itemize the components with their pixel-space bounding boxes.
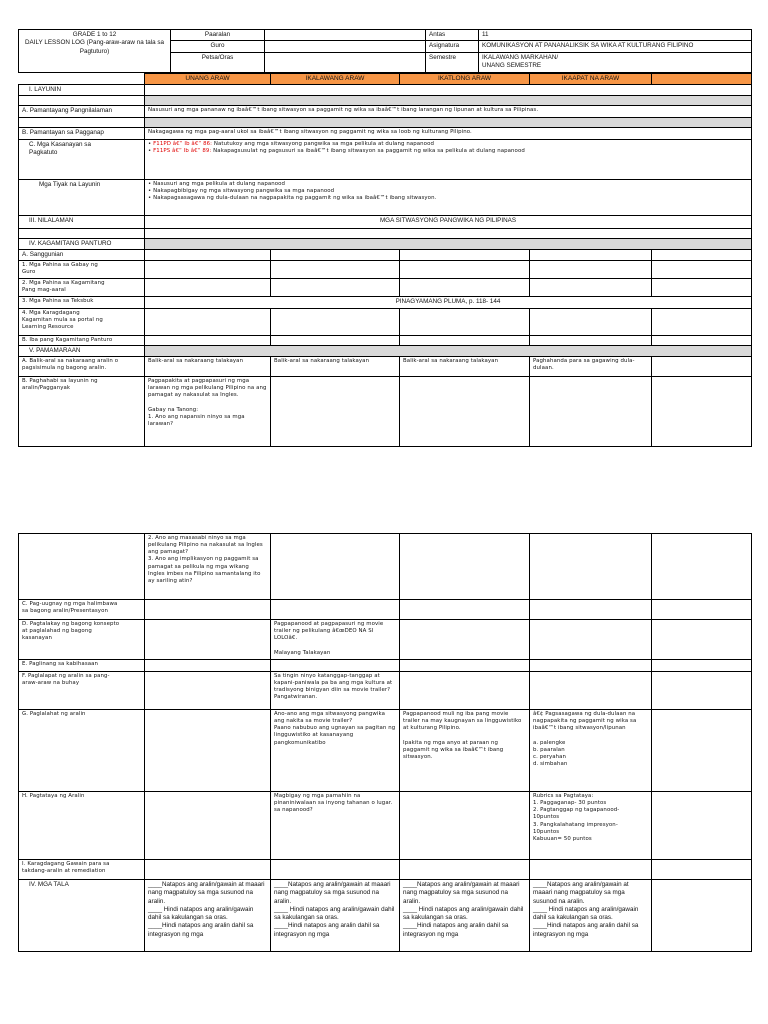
- label-paghahabi: B. Paghahabi sa layunin ng aralin/Pagganyak: [19, 377, 145, 447]
- sanggunian-item: 4. Mga Karagdagang Kagamitan mula sa portal ng Learning Resource: [19, 308, 145, 335]
- tiyak-item: • Nakapagbibigay ng mga sitwasyong pangwika sa mga napanood: [148, 187, 335, 194]
- label-pagganap: B. Pamantayan sa Pagganap: [19, 128, 145, 139]
- pangnilalaman-text: Nasusuri ang mga pananaw ng ibaâ€™t ibang sitwasyon sa paggamit ng wika sa ibaâ€™t ibang larangan ng lipunan at kultura sa Pilipinas.: [145, 106, 752, 118]
- row-cell: Magbigay ng mga pamahiin na pinaniniwalaan sa inyong tahanan o lugar. sa napanood?: [271, 792, 400, 860]
- field-value: [265, 30, 426, 41]
- row-label: C. Pag-uugnay ng mga halimbawa sa bagong aralin/Presentasyon: [19, 600, 145, 620]
- teksbuk-text: PINAGYAMANG PLUMA, p. 118- 144: [145, 297, 752, 308]
- balik-cell: Balik-aral sa nakaraang talakayan: [271, 357, 400, 377]
- field-label: Paaralan: [171, 30, 265, 41]
- nilalaman-text: MGA SITWASYONG PANGWIKA NG PILIPINAS: [145, 215, 752, 228]
- label-balik-aral: A. Balik-aral sa nakaraang aralin o pagsisimula ng bagong aralin.: [19, 357, 145, 377]
- field-value: IKALAWANG MARKAHAN/ UNANG SEMESTRE: [479, 52, 752, 72]
- tiyak-item: • Nasusuri ang mga pelikula at dulang napanood: [148, 180, 286, 187]
- label-kagamitan: IV. KAGAMITANG PANTURO: [19, 238, 145, 249]
- row-cell: Pagpapanood muli ng iba pang movie trailer na may kaugnayan sa lingguwistiko at kulturang Pilipino. Ipakita ng mga anyo at paraan ng paggamit ng wika sa ibaâ€™t ibang sitwasyon.: [400, 710, 530, 792]
- day-header: UNANG ARAW: [145, 73, 271, 85]
- row-cell: Ano-ano ang mga sitwasyong pangwika ang nakita sa movie trailer? Paano nabubuo ang ugnayan sa pagitan ng lingguwistiko at kasanayang pangkomunikatibo: [271, 710, 400, 792]
- row-cell: Pagpapanood at pagpapasuri ng movie trailer ng pelikulang â€œDEO NA SI LOLOâ€. Malayang Talakayan: [271, 620, 400, 660]
- day-header: IKAAPAT NA ARAW: [530, 73, 652, 85]
- field-value: 11: [479, 30, 752, 41]
- competency-code: F11PD â€“ Ib â€“ 86:: [153, 140, 213, 147]
- tala-cell: ____Natapos ang aralin/gawain at maaari nang magpatuloy sa mga susunod na aralin. ____ Hindi natapos ang aralin/gawain dahil sa kakulangan sa oras. ____Hindi natapos ang aralin dahil sa integrasyon ng mga: [400, 880, 530, 952]
- field-value: [265, 41, 426, 52]
- lesson-log-page-1: [18, 29, 751, 447]
- lesson-table: [18, 73, 752, 447]
- tala-cell: ____Natapos ang aralin/gawain at maaari nang magpatuloy sa mga susunod na aralin. ____ Hindi natapos ang aralin/gawain dahil sa kakulangan sa oras. ____Hindi natapos ang aralin dahil sa integrasyon ng mga: [145, 880, 271, 952]
- row-cell: â€¢ Pagsasagawa ng dula-dulaan na nagpapakita ng paggamit ng wika sa ibaâ€™t ibang sitwasyon/lipunan a. palengke b. paaralan c. peryahan d. simbahan: [530, 710, 652, 792]
- sanggunian-item: 1. Mga Pahina sa Gabay ng Guro: [19, 261, 145, 279]
- sanggunian-item: 2. Mga Pahina sa Kagamitang Pang mag-aaral: [19, 279, 145, 297]
- field-label: Antas: [426, 30, 479, 41]
- header-title-cell: [19, 30, 171, 73]
- tala-cell: ____Natapos ang aralin/gawain at maaari nang magpatuloy sa mga susunod na aralin. ____ Hindi natapos ang aralin/gawain dahil sa kakulangan sa oras. ____Hindi natapos ang aralin dahil sa integrasyon ng mga: [530, 880, 652, 952]
- field-label: Asignatura: [426, 41, 479, 52]
- row-cell: Rubrics sa Pagtataya: 1. Paggaganap- 30 puntos 2. Pagtanggap ng tagapanood- 10puntos 3. Pangkalahatang impresyon- 10puntos Kabuuan= 50 puntos: [530, 792, 652, 860]
- day-header: IKATLONG ARAW: [400, 73, 530, 85]
- label-sanggunian: A. Sanggunian: [19, 250, 145, 261]
- day-header: IKALAWANG ARAW: [271, 73, 400, 85]
- tala-cell: ____Natapos ang aralin/gawain at maaari nang magpatuloy sa mga susunod na aralin. ____ Hindi natapos ang aralin/gawain dahil sa kakulangan sa oras. ____Hindi natapos ang aralin dahil sa integrasyon ng mga: [271, 880, 400, 952]
- row-label: E. Paglinang sa kabihasaan: [19, 660, 145, 672]
- section-layunin: I. LAYUNIN: [19, 85, 145, 96]
- continued-day1: 2. Ano ang masasabi ninyo sa mga pelikulang Pilipino na nakasulat sa Ingles ang pamagat? 3. Ano ang implikasyon ng paggamit sa pamagat sa pelikula ng mga wikang Ingles imbes na Filipino samantalang ito ay sariling atin?: [145, 534, 271, 600]
- field-value: KOMUNIKASYON AT PANANALIKSIK SA WIKA AT KULTURANG FILIPINO: [479, 41, 752, 52]
- paghahabi-day1: Pagpapakita at pagpapasuri ng mga larawan ng mga pelikulang Pilipino na ang pamagat ay nakasulat sa Ingles. Gabay na Tanong: 1. Ano ang napansin ninyo sa mga larawan?: [145, 377, 271, 447]
- label-nilalaman: III. NILALAMAN: [19, 215, 145, 228]
- field-label: Semestre: [426, 52, 479, 72]
- label-pamamaraan: V. PAMAMARAAN: [19, 345, 145, 356]
- lesson-log-page-2: [18, 533, 751, 952]
- sanggunian-item: 3. Mga Pahina sa Teksbuk: [19, 297, 145, 308]
- lesson-table-continued: [18, 533, 752, 952]
- row-label: I. Karagdagang Gawain para sa takdang-aralin at remediation: [19, 860, 145, 880]
- log-title: DAILY LESSON LOG (Pang-araw-araw na tala sa Pagtuturo): [24, 39, 165, 55]
- row-label: F. Paglalapat ng aralin sa pang- araw-araw na buhay: [19, 672, 145, 710]
- label-mga-tala: IV. MGA TALA: [19, 880, 145, 952]
- row-label: H. Pagtataya ng Aralin: [19, 792, 145, 860]
- label-kasanayan: C. Mga Kasanayan sa Pagkatuto: [19, 139, 145, 179]
- balik-cell: Balik-aral sa nakaraang talakayan: [400, 357, 530, 377]
- grade-label: GRADE 1 to 12: [72, 31, 117, 38]
- balik-cell: Paghahanda para sa gagawing dula- dulaan.: [530, 357, 652, 377]
- field-value: [265, 52, 426, 72]
- row-cell: Sa tingin ninyo katanggap-tanggap at kapani-paniwala pa ba ang mga kultura at tradisyong binigyan diin sa movie trailer? Pangatwiranan.: [271, 672, 400, 710]
- label-iba-pang: B. Iba pang Kagamitang Panturo: [19, 335, 145, 345]
- pagganap-text: Nakagagawa ng mga pag-aaral ukol sa ibaâ€™t ibang sitwasyon ng paggamit ng wika sa loob ng kulturang Pilipino.: [145, 128, 752, 139]
- row-label: G. Paglalahat ng aralin: [19, 710, 145, 792]
- field-label: Guro: [171, 41, 265, 52]
- competency-code: F11PS â€“ Ib â€“ 89:: [153, 147, 212, 154]
- label-pangnilalaman: A. Pamantayang Pangnilalaman: [19, 106, 145, 118]
- kasanayan-item: • F11PD â€“ Ib â€“ 86: Natutukoy ang mga sitwasyong pangwika sa mga pelikula at dulang napanood: [148, 140, 434, 147]
- label-tiyak: Mga Tiyak na Layunin: [19, 179, 145, 215]
- row-label: D. Pagtalakay ng bagong konsepto at paglalahad ng bagong kasanayan: [19, 620, 145, 660]
- kasanayan-item: • F11PS â€“ Ib â€“ 89: Nakapagsusulat ng pagsusuri sa ibaâ€™t ibang sitwasyon sa paggamit ng wika sa pelikula at dulang napanood: [148, 147, 525, 154]
- balik-cell: Balik-aral sa nakaraang talakayan: [145, 357, 271, 377]
- field-label: Petsa/Oras: [171, 52, 265, 72]
- header-table: [18, 29, 752, 73]
- tiyak-item: • Nakapagsasagawa ng dula-dulaan na nagpapakita ng paggamit ng wika sa ibaâ€™t ibang sitwasyon.: [148, 195, 437, 202]
